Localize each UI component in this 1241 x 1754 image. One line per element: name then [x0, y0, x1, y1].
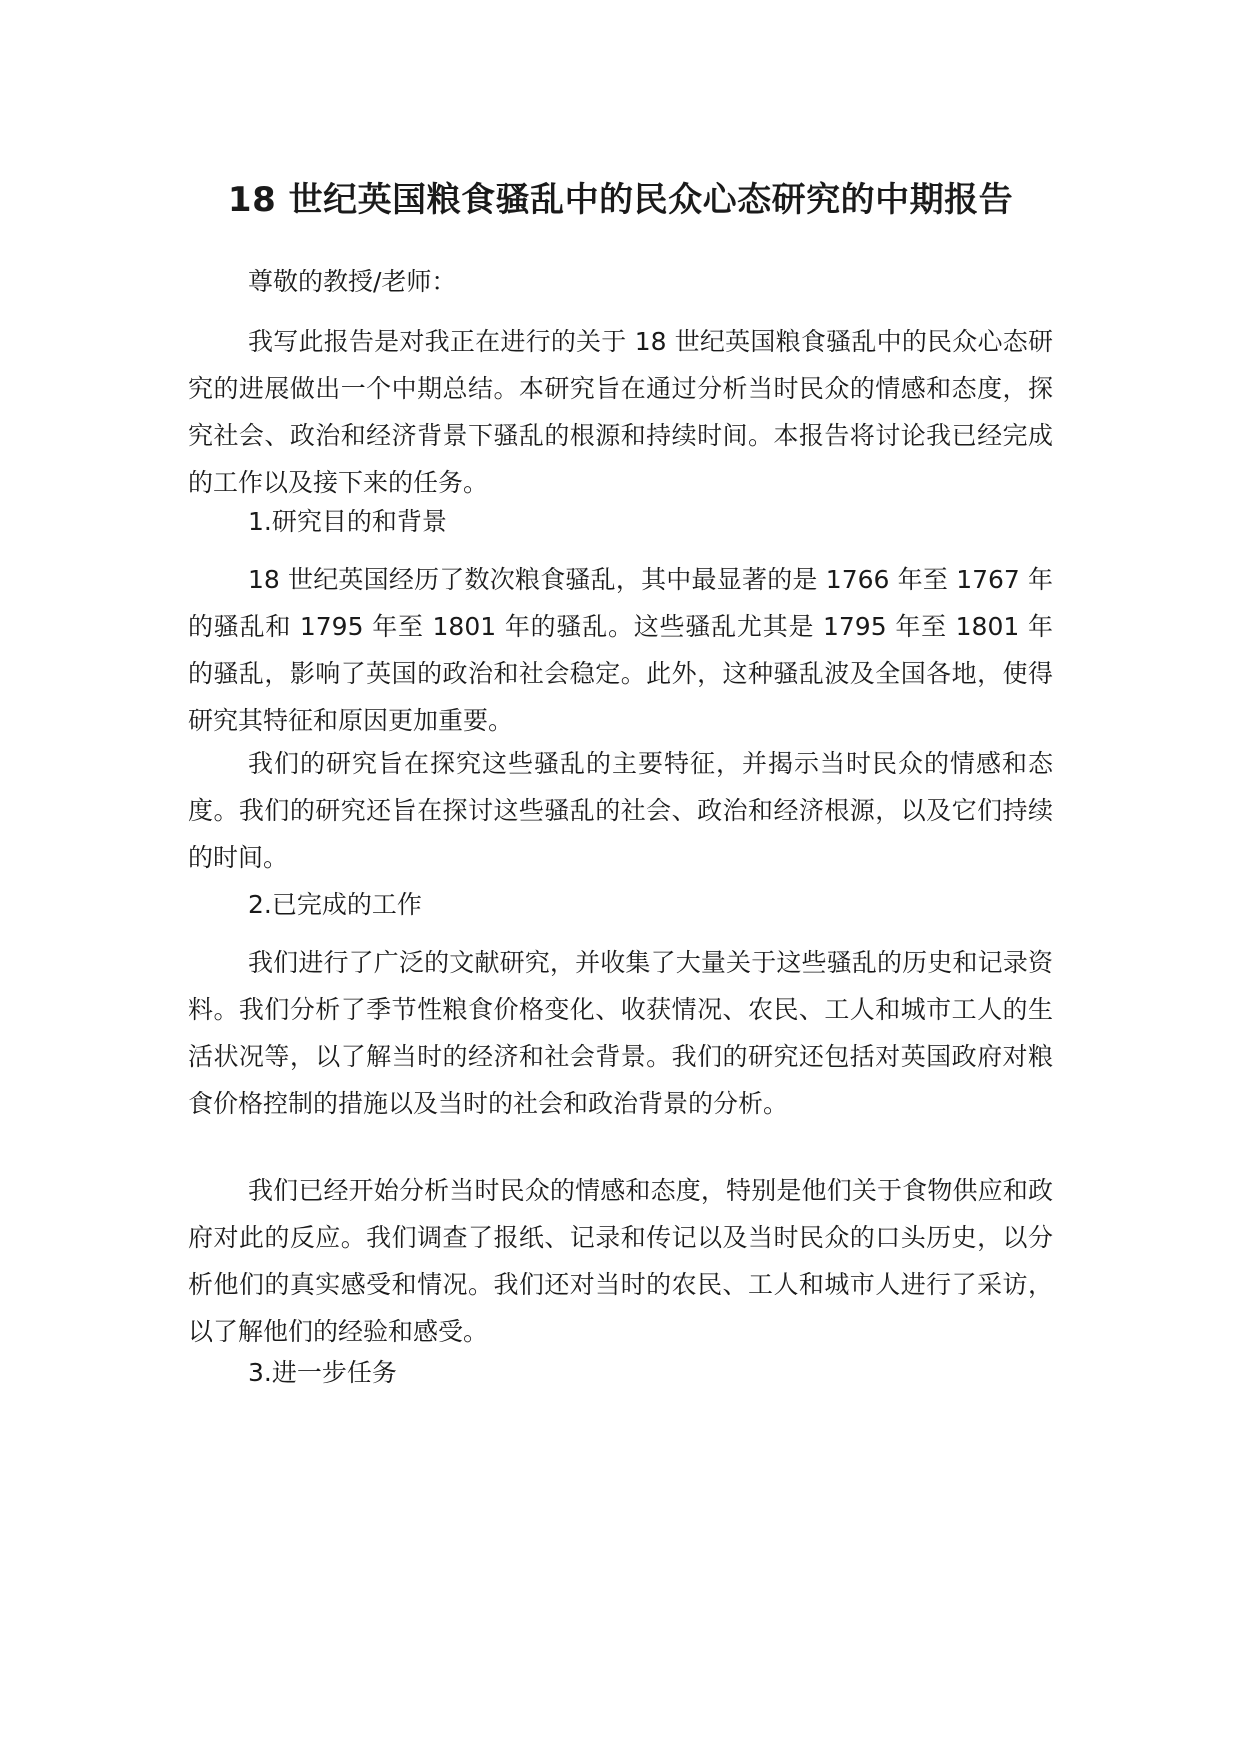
section-2-paragraph-1: 我们进行了广泛的文献研究，并收集了大量关于这些骚乱的历史和记录资料。我们分析了季节性粮食价格变化、收获情况、农民、工人和城市工人的生活状况等，以了解当时的经济和社会背景。我们的研究还包括对英国政府对粮食价格控制的措施以及当时的社会和政治背景的分析。 — [188, 948, 1053, 1118]
document-title: 18 世纪英国粮食骚乱中的民众心态研究的中期报告 — [227, 180, 1014, 220]
intro-paragraph: 我写此报告是对我正在进行的关于 18 世纪英国粮食骚乱中的民众心态研究的进展做出一个中期总结。本研究旨在通过分析当时民众的情感和态度，探究社会、政治和经济背景下骚乱的根源和持续时间。本报告将讨论我已经完成的工作以及接下来的任务。 — [188, 327, 1053, 497]
section-3-heading: 3.进一步任务 — [248, 1358, 397, 1387]
section-1-heading: 1.研究目的和背景 — [248, 507, 447, 536]
section-1-paragraph-1: 18 世纪英国经历了数次粮食骚乱，其中最显著的是 1766 年至 1767 年的骚乱和 1795 年至 1801 年的骚乱。这些骚乱尤其是 1795 年至 1801 年的骚乱，影响了英国的政治和社会稳定。此外，这种骚乱波及全国各地，使得研究其特征和原因更加重要。 — [188, 565, 1053, 735]
section-2-heading: 2.已完成的工作 — [248, 890, 422, 919]
section-2-paragraph-2: 我们已经开始分析当时民众的情感和态度，特别是他们关于食物供应和政府对此的反应。我们调查了报纸、记录和传记以及当时民众的口头历史，以分析他们的真实感受和情况。我们还对当时的农民、工人和城市人进行了采访，以了解他们的经验和感受。 — [188, 1176, 1053, 1346]
salutation: 尊敬的教授/老师： — [248, 267, 457, 296]
section-1-paragraph-2: 我们的研究旨在探究这些骚乱的主要特征，并揭示当时民众的情感和态度。我们的研究还旨在探讨这些骚乱的社会、政治和经济根源，以及它们持续的时间。 — [188, 749, 1053, 872]
